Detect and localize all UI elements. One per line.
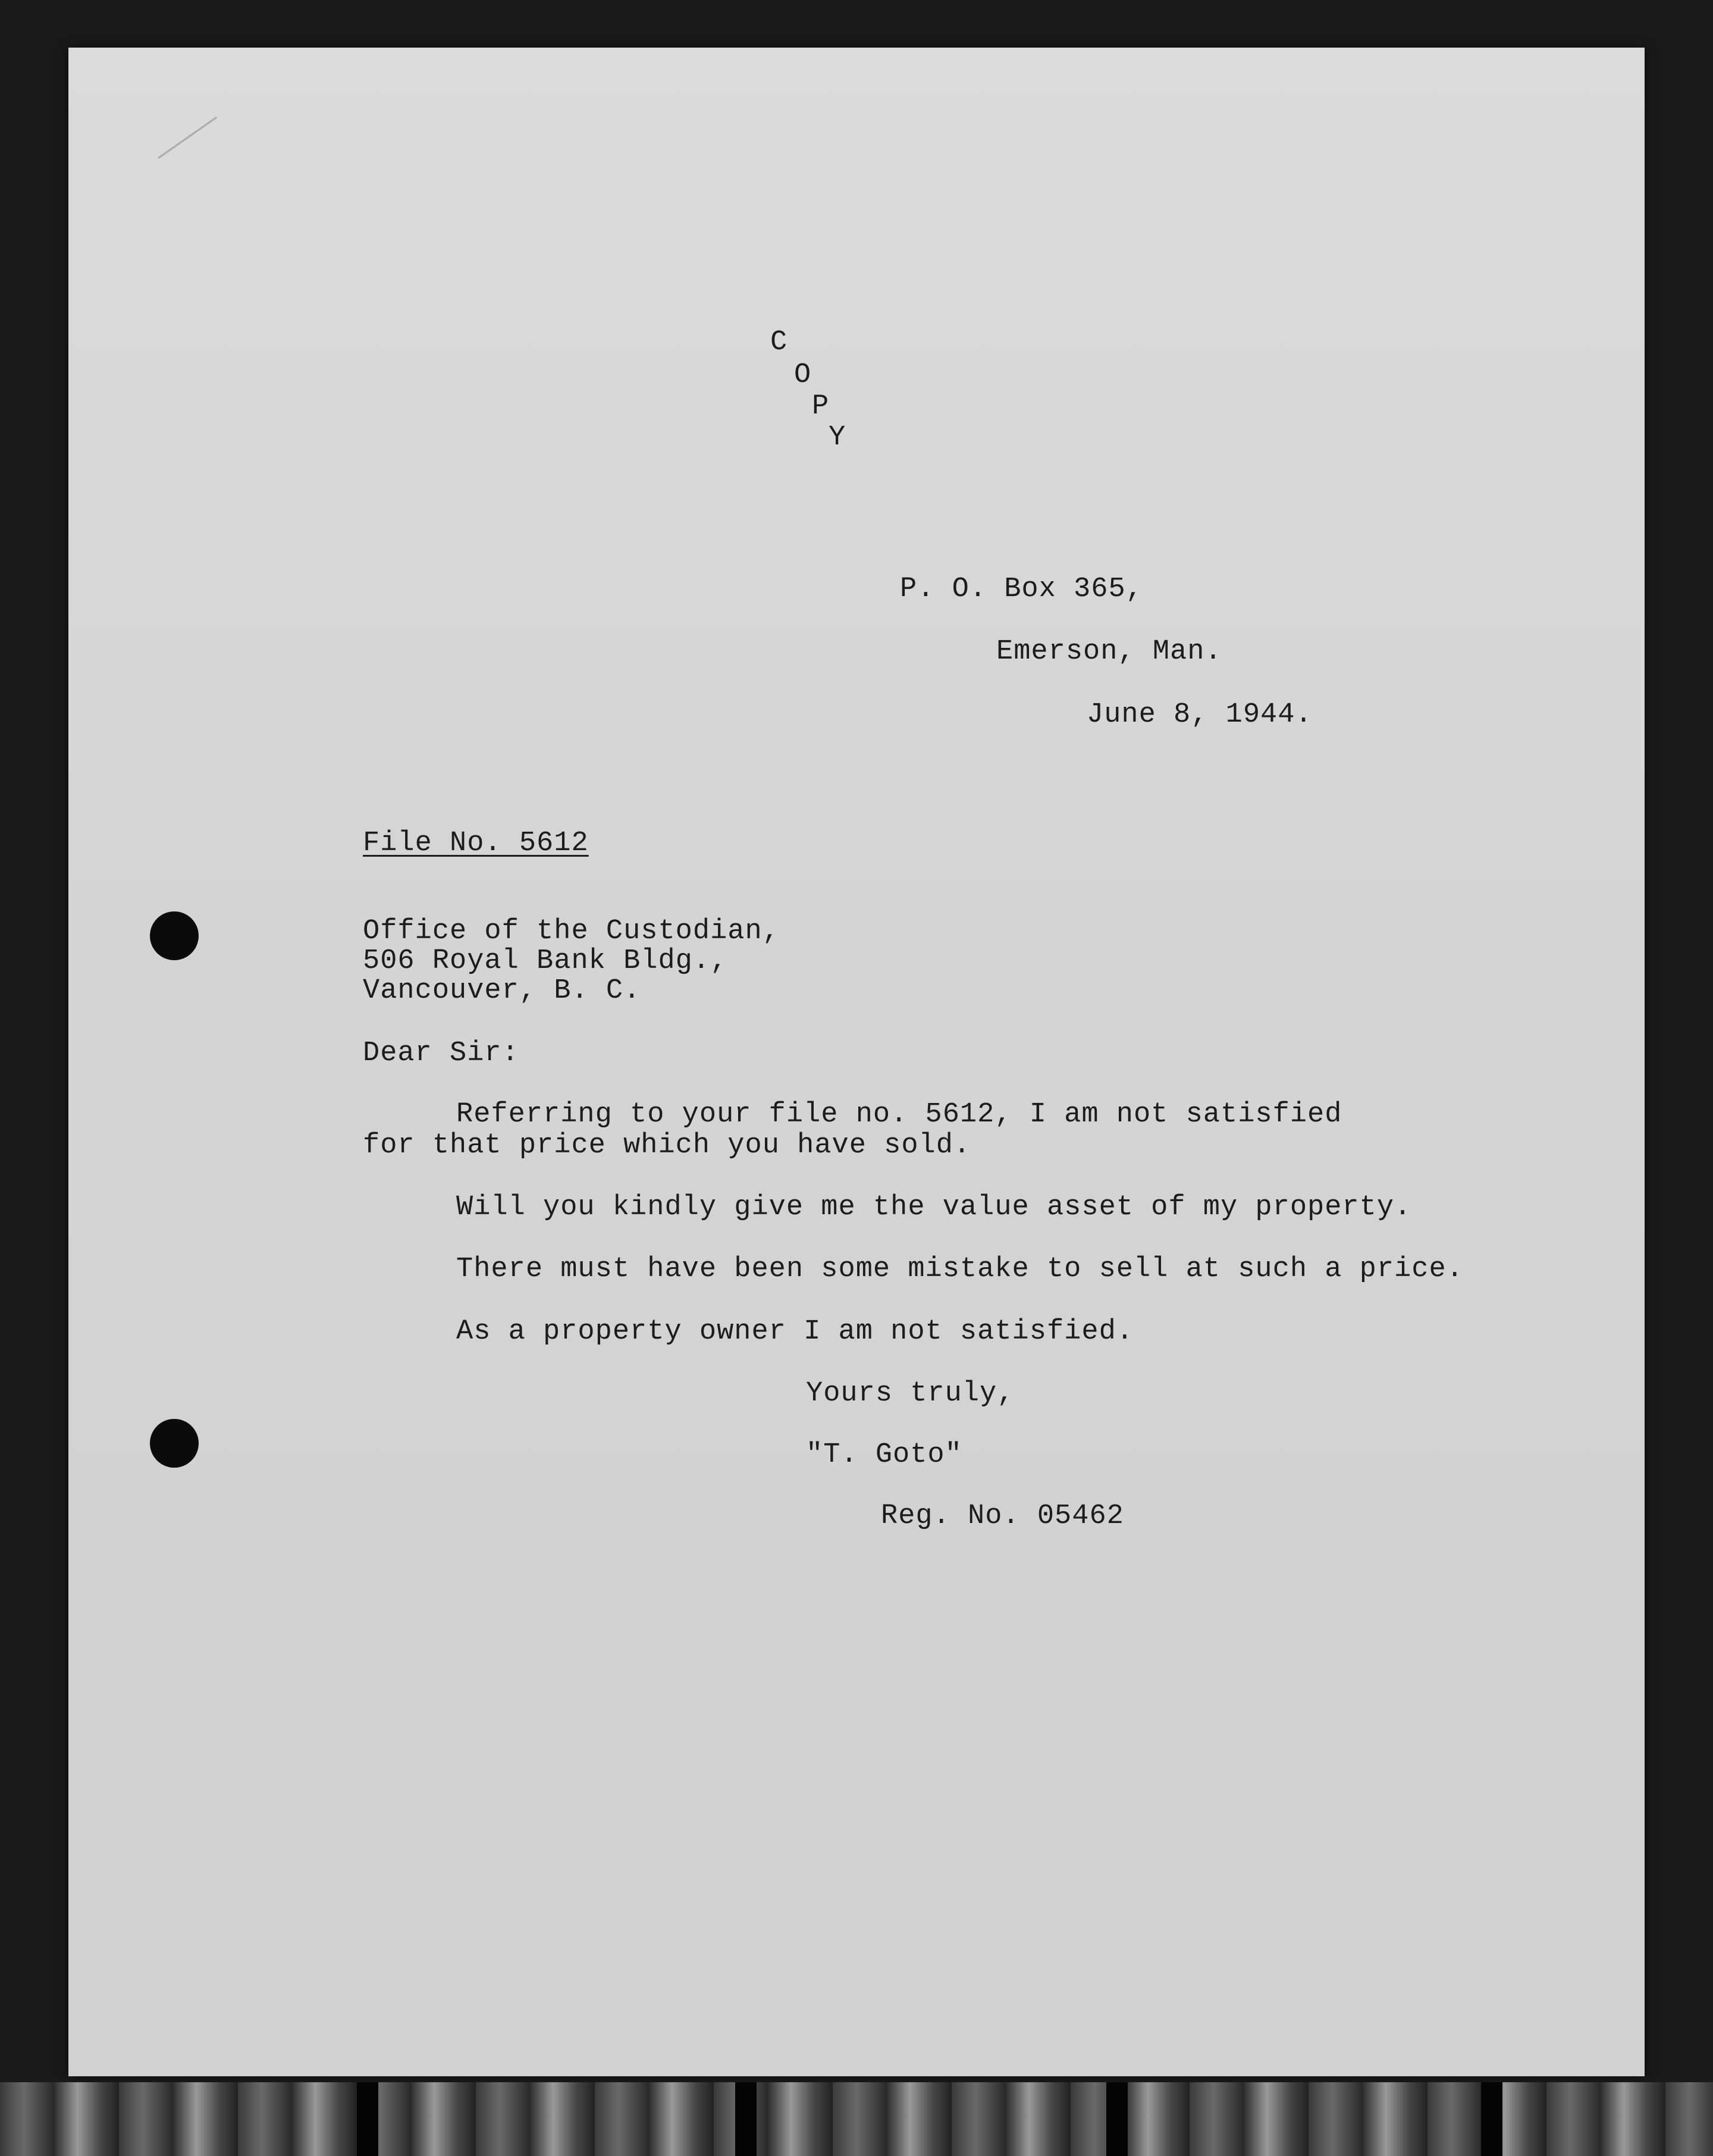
film-edge-gap [1106, 2082, 1128, 2156]
recipient-line1: Office of the Custodian, [363, 916, 780, 947]
film-edge-gap [357, 2082, 378, 2156]
copy-stamp-letter-o: O [794, 359, 811, 391]
letter-sheet [68, 48, 1645, 2076]
copy-stamp-letter-p: P [812, 391, 829, 422]
copy-stamp-letter-y: Y [829, 422, 846, 453]
punch-hole-top [150, 911, 199, 960]
body-paragraph3: There must have been some mistake to sell at such a price. [456, 1254, 1464, 1285]
film-edge-strip [0, 2082, 1713, 2156]
body-paragraph2: Will you kindly give me the value asset of my property. [456, 1192, 1412, 1223]
registration-number: Reg. No. 05462 [881, 1500, 1124, 1532]
recipient-line2: 506 Royal Bank Bldg., [363, 945, 728, 977]
body-paragraph4: As a property owner I am not satisfied. [456, 1316, 1134, 1348]
file-reference: File No. 5612 [363, 828, 589, 859]
film-edge-gap [1481, 2082, 1502, 2156]
recipient-line3: Vancouver, B. C. [363, 975, 641, 1007]
closing: Yours truly, [806, 1378, 1015, 1409]
salutation: Dear Sir: [363, 1038, 519, 1069]
film-edge-gap [735, 2082, 757, 2156]
punch-hole-bottom [150, 1419, 199, 1468]
body-paragraph1-line1: Referring to your file no. 5612, I am not satisfied [456, 1099, 1342, 1130]
copy-stamp-letter-c: C [770, 327, 788, 358]
sender-address-line1: P. O. Box 365, [900, 574, 1143, 605]
signature: "T. Goto" [806, 1439, 962, 1471]
body-paragraph1-line2: for that price which you have sold. [363, 1130, 971, 1161]
paper-scratch [158, 117, 217, 159]
sender-address-line2: Emerson, Man. [996, 636, 1222, 668]
letter-date: June 8, 1944. [1087, 699, 1313, 731]
